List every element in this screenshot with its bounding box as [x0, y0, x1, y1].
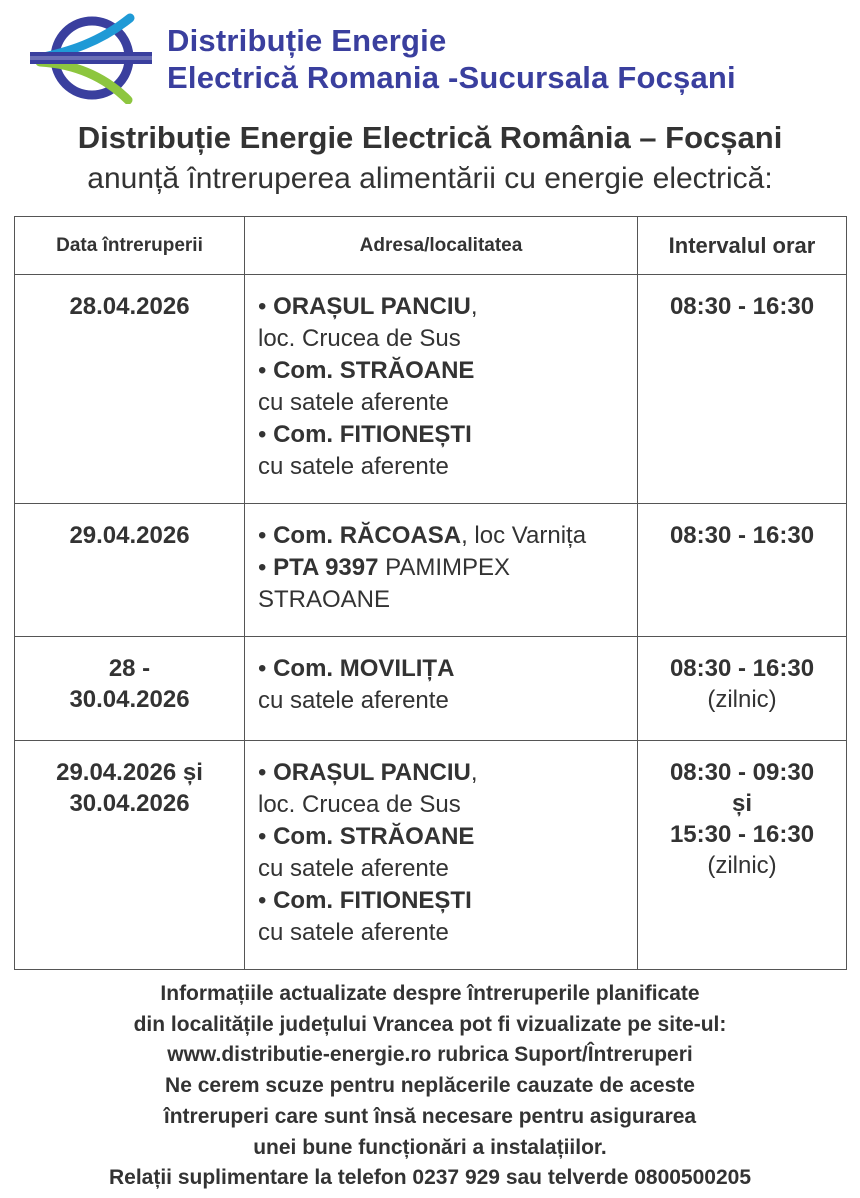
date-cell: [15, 741, 245, 970]
footer-line: Ne cerem scuze pentru neplăcerile cauzate de aceste: [165, 1074, 695, 1098]
interval-cell: [638, 741, 847, 970]
date-cell: [15, 637, 245, 741]
address-cell: [245, 637, 638, 741]
date-text: 29.04.2026 și: [56, 759, 203, 786]
interval-text: 08:30 - 16:30: [669, 655, 815, 682]
notice-title: Distribuție Energie Electrică România – Focșani: [77, 120, 783, 155]
address-line: • Com. STRĂOANE: [258, 357, 475, 384]
date-cell: [15, 275, 245, 504]
date-cell: [15, 504, 245, 637]
header-date: Data întreruperii: [15, 217, 245, 275]
address-line: cu satele aferente: [258, 453, 449, 480]
header-address: Adresa/localitatea: [245, 217, 638, 275]
address-cell: [245, 275, 638, 504]
address-line: cu satele aferente: [258, 919, 449, 946]
interval-text: 08:30 - 16:30: [669, 293, 815, 320]
address-line: • ORAȘUL PANCIU,: [258, 293, 478, 320]
interval-text: 08:30 - 09:30: [669, 759, 815, 786]
footer-info: [0, 979, 860, 1194]
table-row: [15, 741, 847, 970]
interval-text: 08:30 - 16:30: [669, 522, 815, 549]
brand-line-2: Electrică Romania -Sucursala Focșani: [167, 60, 736, 95]
header: [0, 0, 860, 110]
date-text: 28.04.2026: [69, 293, 190, 320]
footer-line: unei bune funcționări a instalațiilor.: [253, 1135, 607, 1159]
address-line: cu satele aferente: [258, 389, 449, 416]
interval-note: (zilnic): [707, 852, 777, 879]
address-line: cu satele aferente: [258, 687, 449, 714]
address-line: • Com. RĂCOASA, loc Varnița: [258, 522, 587, 549]
outage-table: [14, 216, 847, 970]
address-line: • PTA 9397 PAMIMPEX: [258, 554, 511, 581]
dee-logo-icon: [30, 12, 152, 104]
interval-cell: [638, 637, 847, 741]
interval-cell: [638, 275, 847, 504]
address-line: loc. Crucea de Sus: [258, 325, 461, 352]
brand-name: [167, 22, 736, 96]
date-text: 28 -: [108, 655, 151, 682]
footer-line: întreruperi care sunt însă necesare pentru asigurarea: [163, 1104, 697, 1128]
table-header-row: [15, 217, 847, 275]
footer-line: Informațiile actualizate despre întreruperile planificate: [160, 982, 700, 1005]
address-line: STRAOANE: [258, 586, 391, 613]
date-text: 30.04.2026: [69, 790, 190, 817]
address-line: • ORAȘUL PANCIU,: [258, 759, 478, 786]
address-cell: [245, 504, 638, 637]
address-line: • Com. MOVILIȚA: [258, 655, 455, 682]
date-text: 29.04.2026: [69, 522, 190, 549]
address-line: • Com. FITIONEȘTI: [258, 887, 472, 914]
notice-subtitle: anunță întreruperea alimentării cu energie electrică:: [87, 162, 773, 195]
interval-text: 15:30 - 16:30: [669, 821, 815, 848]
footer-line: www.distributie-energie.ro rubrica Suport/Întreruperi: [167, 1043, 693, 1067]
interval-text: și: [731, 790, 752, 817]
address-line: cu satele aferente: [258, 855, 449, 882]
address-line: • Com. FITIONEȘTI: [258, 421, 472, 448]
table-row: [15, 637, 847, 741]
table-row: [15, 504, 847, 637]
table-row: [15, 275, 847, 504]
interval-note: (zilnic): [707, 686, 777, 713]
date-text: 30.04.2026: [69, 686, 190, 713]
address-cell: [245, 741, 638, 970]
footer-line: Relații suplimentare la telefon 0237 929 sau telverde 0800500205: [108, 1166, 752, 1190]
interval-cell: [638, 504, 847, 637]
address-line: • Com. STRĂOANE: [258, 823, 475, 850]
address-line: loc. Crucea de Sus: [258, 791, 461, 818]
footer-line: din localitățile județului Vrancea pot fi vizualizate pe site-ul:: [133, 1012, 727, 1036]
brand-line-1: Distribuție Energie: [167, 23, 447, 58]
header-interval: Intervalul orar: [638, 217, 847, 275]
